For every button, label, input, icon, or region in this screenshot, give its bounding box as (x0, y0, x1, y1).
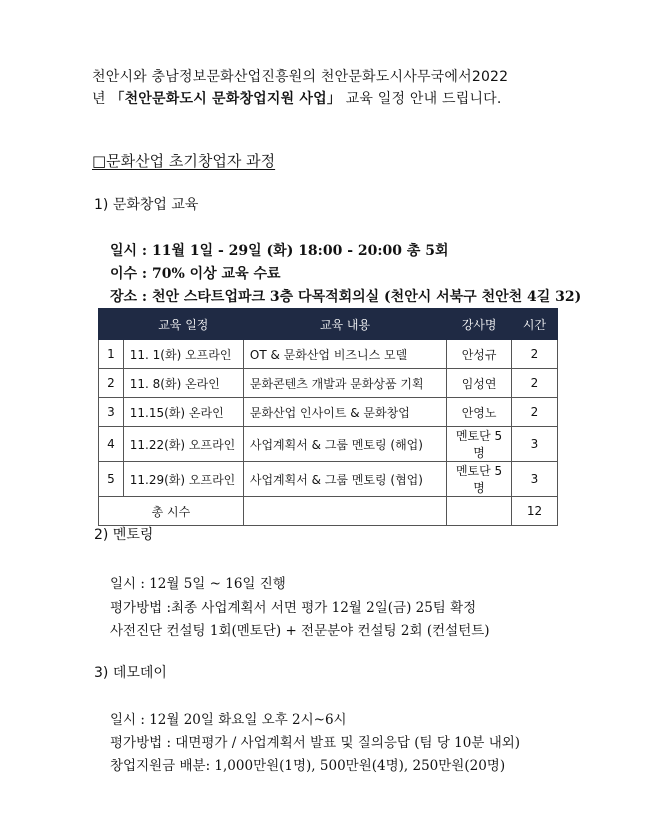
row-hours: 2 (511, 369, 557, 398)
row-content: OT & 문화산업 비즈니스 모델 (243, 340, 446, 369)
row-hours: 3 (511, 462, 557, 497)
demoday-date: 일시 : 12월 20일 화요일 오후 2시~6시 (110, 712, 347, 728)
row-instructor: 멘토단 5명 (447, 462, 512, 497)
row-date: 11.29(화) 오프라인 (123, 462, 243, 497)
header-content: 교육 내용 (243, 309, 446, 340)
row-num: 3 (99, 398, 124, 427)
row-instructor: 멘토단 5명 (447, 427, 512, 462)
row-hours: 3 (511, 427, 557, 462)
row-num: 4 (99, 427, 124, 462)
mentoring-heading: 2) 멘토링 (94, 527, 154, 543)
row-num: 1 (99, 340, 124, 369)
row-date: 11.15(화) 온라인 (123, 398, 243, 427)
program-name: 「천안문화도시 문화창업지원 사업」 (110, 91, 342, 107)
header-num (99, 309, 124, 340)
table-row (99, 369, 558, 398)
row-instructor: 안성규 (447, 340, 512, 369)
education-date: 일시 : 11월 1일 - 29일 (화) 18:00 - 20:00 총 5회 (110, 243, 449, 259)
education-schedule-table (98, 308, 558, 526)
education-heading: 1) 문화창업 교육 (94, 197, 199, 213)
mentoring-date: 일시 : 12월 5일 ~ 16일 진행 (110, 576, 286, 592)
row-hours: 2 (511, 398, 557, 427)
total-label: 총 시수 (99, 497, 244, 526)
table-row (99, 427, 558, 462)
row-content: 사업계획서 & 그룹 멘토링 (해업) (243, 427, 446, 462)
row-num: 2 (99, 369, 124, 398)
intro-line-2-prefix: 년 (92, 91, 111, 107)
table-total-row (99, 497, 558, 526)
header-hours: 시간 (511, 309, 557, 340)
intro-line-1: 천안시와 충남정보문화산업진흥원의 천안문화도시사무국에서2022 (92, 69, 509, 85)
demoday-evaluation: 평가방법 : 대면평가 / 사업계획서 발표 및 질의응답 (팀 당 10분 내외) (110, 735, 521, 751)
table-header-row (99, 309, 558, 340)
row-num: 5 (99, 462, 124, 497)
total-empty-instructor (447, 497, 512, 526)
section-title: □문화산업 초기창업자 과정 (92, 152, 276, 170)
row-date: 11.22(화) 오프라인 (123, 427, 243, 462)
demoday-heading: 3) 데모데이 (94, 665, 167, 681)
row-content: 문화콘텐츠 개발과 문화상품 기획 (243, 369, 446, 398)
header-instructor: 강사명 (447, 309, 512, 340)
table-row (99, 340, 558, 369)
intro-line-2 (92, 88, 502, 108)
total-empty-content (243, 497, 446, 526)
education-place: 장소 : 천안 스타트업파크 3층 다목적회의실 (천안시 서북구 천안천 4길 32) (110, 289, 582, 305)
education-completion: 이수 : 70% 이상 교육 수료 (110, 266, 281, 282)
header-date: 교육 일정 (123, 309, 243, 340)
table-row (99, 398, 558, 427)
total-hours: 12 (511, 497, 557, 526)
row-date: 11. 8(화) 온라인 (123, 369, 243, 398)
mentoring-evaluation: 평가방법 :최종 사업계획서 서면 평가 12월 2일(금) 25팀 확정 (110, 600, 477, 616)
row-date: 11. 1(화) 오프라인 (123, 340, 243, 369)
mentoring-consulting: 사전진단 컨설팅 1회(멘토단) + 전문분야 컨설팅 2회 (컨설턴트) (110, 623, 490, 639)
row-instructor: 임성연 (447, 369, 512, 398)
row-instructor: 안영노 (447, 398, 512, 427)
demoday-funding: 창업지원금 배분: 1,000만원(1명), 500만원(4명), 250만원(20명) (110, 758, 506, 774)
row-content: 사업계획서 & 그룹 멘토링 (협업) (243, 462, 446, 497)
row-content: 문화산업 인사이트 & 문화창업 (243, 398, 446, 427)
row-hours: 2 (511, 340, 557, 369)
intro-line-2-suffix: 교육 일정 안내 드립니다. (341, 91, 502, 107)
table-row (99, 462, 558, 497)
